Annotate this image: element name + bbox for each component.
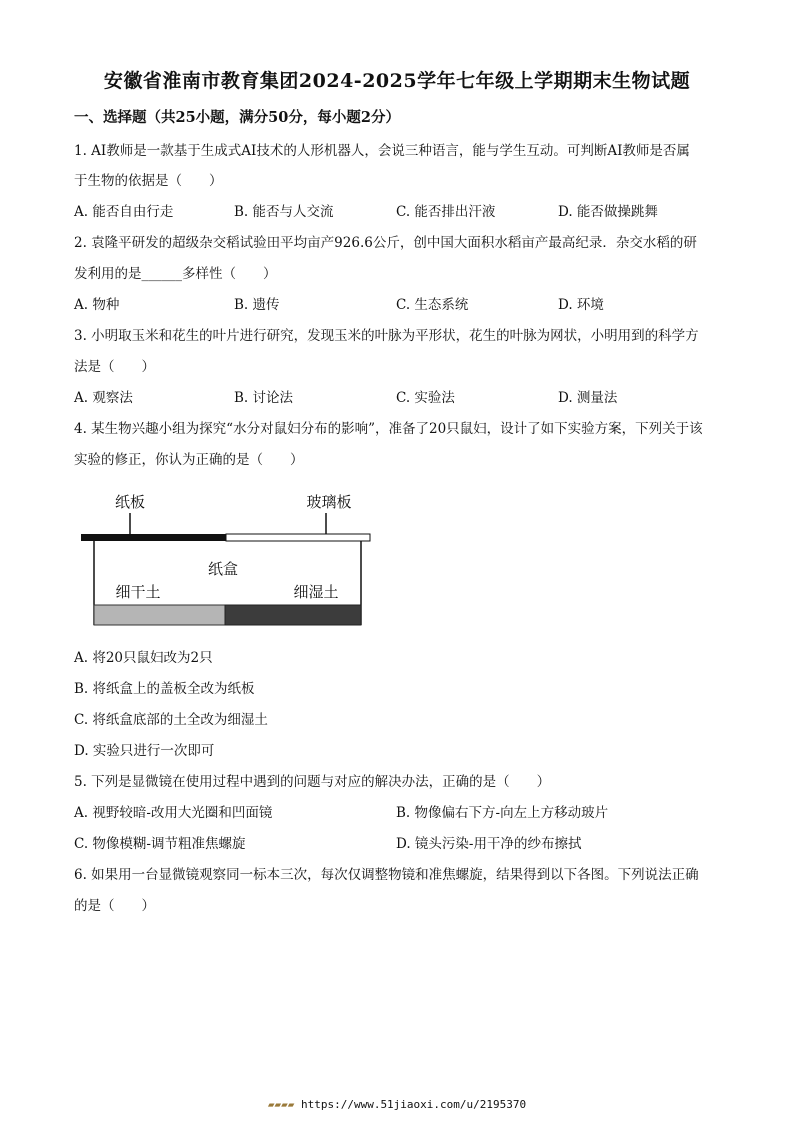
question-3-option-a: A. 观察法 — [74, 390, 133, 406]
question-1-option-b: B. 能否与人交流 — [234, 204, 334, 220]
question-6-line-2: 的是（ ） — [74, 898, 155, 914]
wet-soil-label: 细湿土 — [293, 583, 339, 601]
question-3-option-c: C. 实验法 — [396, 390, 455, 406]
paperboard-label: 纸板 — [114, 493, 146, 511]
watermark-mark: ▰▰▰▰ — [267, 1098, 295, 1111]
question-3-option-b: B. 讨论法 — [234, 390, 294, 406]
question-5-line-1: 5. 下列是显微镜在使用过程中遇到的问题与对应的解决办法，正确的是（ ） — [74, 774, 551, 790]
question-1-option-a: A. 能否自由行走 — [74, 204, 174, 220]
dry-soil-label: 细干土 — [115, 583, 161, 601]
box-label: 纸盒 — [207, 560, 239, 578]
question-2-line-2: 发利用的是______多样性（ ） — [74, 266, 277, 282]
question-3-option-d: D. 测量法 — [558, 390, 618, 406]
dry-soil-layer — [94, 605, 225, 625]
paperboard-cover — [81, 534, 226, 541]
question-5-option-d: D. 镜头污染-用干净的纱布擦拭 — [396, 836, 582, 852]
section-heading: 一、选择题（共25小题，满分50分，每小题2分） — [74, 109, 400, 126]
glassboard-cover — [226, 534, 370, 541]
question-3-line-2: 法是（ ） — [74, 359, 155, 375]
question-4-line-1: 4. 某生物兴趣小组为探究“水分对鼠妇分布的影响”，准备了20只鼠妇，设计了如下实验方案，下列关于该 — [74, 421, 703, 437]
question-2-option-b: B. 遗传 — [234, 297, 280, 313]
page-footer — [0, 1098, 794, 1111]
question-4-option-c: C. 将纸盒底部的土全改为细湿土 — [74, 712, 268, 728]
question-2-option-c: C. 生态系统 — [396, 297, 469, 313]
question-4-line-2: 实验的修正，你认为正确的是（ ） — [74, 452, 304, 468]
question-5-option-c: C. 物像模糊-调节粗准焦螺旋 — [74, 836, 246, 852]
question-4-option-b: B. 将纸盒上的盖板全改为纸板 — [74, 681, 255, 697]
glassboard-label: 玻璃板 — [306, 493, 352, 511]
question-4-option-d: D. 实验只进行一次即可 — [74, 743, 215, 759]
question-6-line-1: 6. 如果用一台显微镜观察同一标本三次，每次仅调整物镜和准焦螺旋，结果得到以下各图。下列说法正确 — [74, 867, 699, 883]
question-2-line-1: 2. 袁隆平研发的超级杂交稻试验田平均亩产926.6公斤，创中国大面积水稻亩产最高纪录．杂交水稻的研 — [74, 235, 697, 251]
question-4-option-a: A. 将20只鼠妇改为2只 — [74, 650, 213, 666]
question-5-option-b: B. 物像偏右下方-向左上方移动玻片 — [396, 805, 609, 821]
question-1-option-d: D. 能否做操跳舞 — [558, 204, 658, 220]
page-title: 安徽省淮南市教育集团2024-2025学年七年级上学期期末生物试题 — [103, 70, 691, 92]
question-1-option-c: C. 能否排出汗液 — [396, 204, 496, 220]
wet-soil-layer — [225, 605, 361, 625]
question-2-option-a: A. 物种 — [74, 297, 120, 313]
question-1-line-1: 1. AI教师是一款基于生成式AI技术的人形机器人，会说三种语言，能与学生互动。可判断AI教师是否属 — [74, 143, 690, 159]
footer-url-link[interactable]: https://www.51jiaoxi.com/u/2195370 — [300, 1098, 527, 1111]
question-3-line-1: 3. 小明取玉米和花生的叶片进行研究，发现玉米的叶脉为平形状，花生的叶脉为网状，小明用到的科学方 — [74, 328, 699, 344]
experiment-diagram — [78, 486, 378, 636]
question-5-option-a: A. 视野较暗-改用大光圈和凹面镜 — [74, 805, 273, 821]
question-1-line-2: 于生物的依据是（ ） — [74, 173, 223, 189]
question-2-option-d: D. 环境 — [558, 297, 604, 313]
